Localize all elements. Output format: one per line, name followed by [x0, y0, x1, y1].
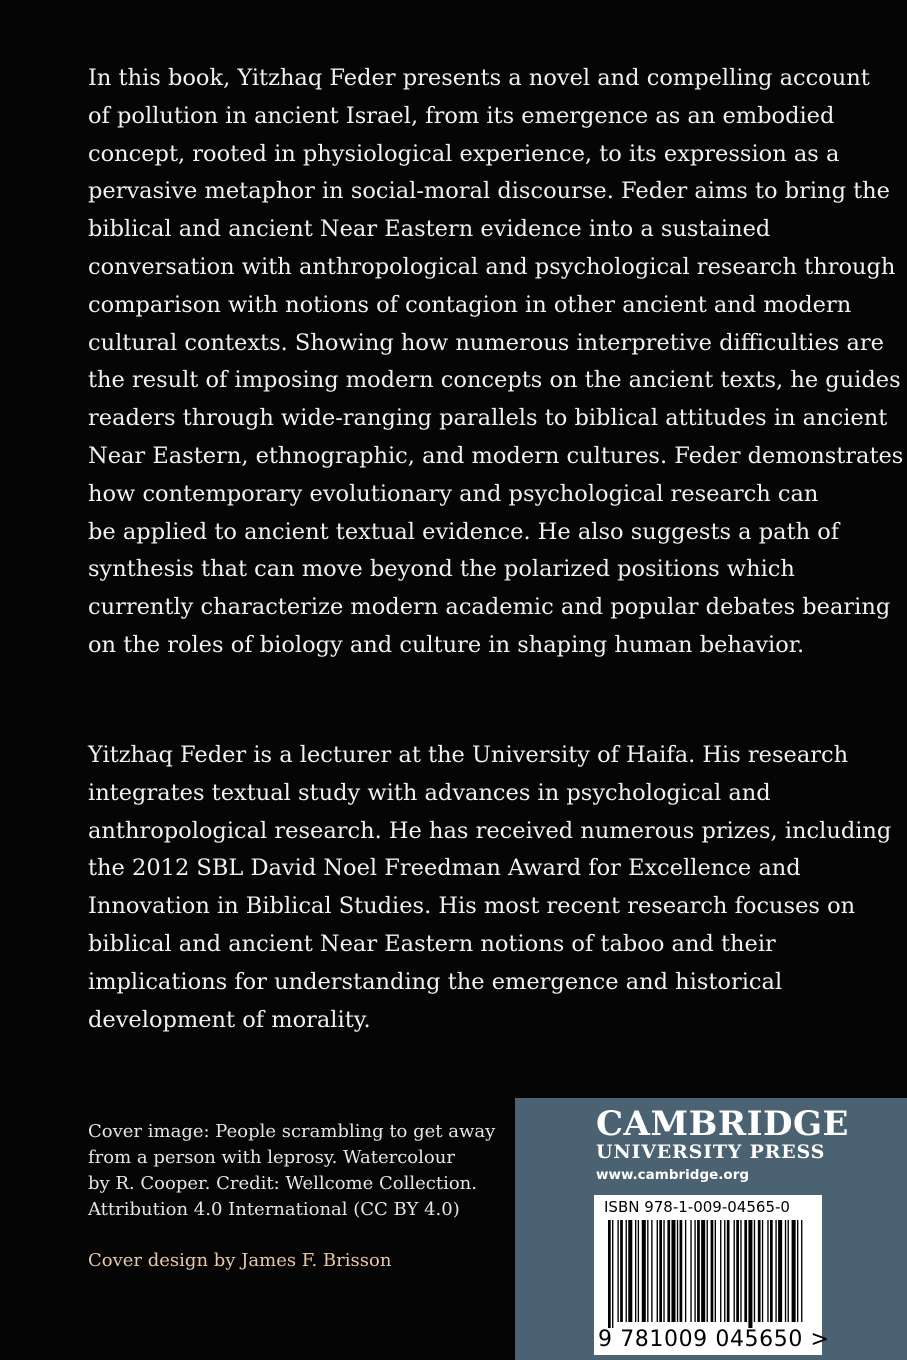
barcode-bar [612, 1220, 613, 1328]
barcode-bar [711, 1220, 714, 1322]
description-line: synthesis that can move beyond the polarized positions which [88, 556, 795, 583]
author-biography [88, 737, 892, 1039]
barcode-bar [663, 1220, 664, 1322]
bio-line: Innovation in Biblical Studies. His most recent research focuses on [88, 893, 856, 920]
description-line: currently characterize modern academic and popular debates bearing [88, 594, 891, 621]
barcode-bar [657, 1220, 658, 1322]
publisher-panel [515, 1098, 907, 1360]
description-line: concept, rooted in physiological experience, to its expression as a [88, 140, 840, 167]
publisher-name: CAMBRIDGE [596, 1104, 849, 1144]
bio-line: development of morality. [88, 1006, 371, 1033]
barcode-box [594, 1195, 830, 1355]
barcode-bar [758, 1220, 761, 1322]
bio-line: implications for understanding the emergence and historical [88, 968, 783, 995]
barcode-icon [606, 1220, 806, 1328]
barcode-bar [707, 1220, 708, 1322]
description-line: readers through wide-ranging parallels to biblical attitudes in ancient [88, 405, 888, 432]
cover-design-credit: Cover design by James F. Brisson [88, 1250, 392, 1271]
barcode-bar [775, 1220, 776, 1322]
barcode-bar [635, 1220, 636, 1322]
barcode-bar [651, 1220, 652, 1322]
book-description [88, 60, 904, 665]
barcode-bar [690, 1220, 691, 1322]
cover-credit-line: Attribution 4.0 International (CC BY 4.0) [88, 1199, 460, 1220]
barcode-bar [677, 1220, 678, 1322]
barcode-bar [626, 1220, 627, 1322]
barcode-bar [647, 1220, 648, 1322]
bio-line: the 2012 SBL David Noel Freedman Award for Excellence and [88, 855, 801, 882]
barcode-bar [608, 1220, 611, 1328]
description-line: how contemporary evolutionary and psychological research can [88, 480, 819, 507]
barcode-bar [762, 1220, 763, 1322]
barcode-bar [792, 1220, 796, 1322]
barcode-bar [748, 1220, 752, 1328]
barcode-bar [694, 1220, 695, 1322]
barcode-bar [788, 1220, 789, 1322]
description-line: In this book, Yitzhaq Feder presents a novel and compelling account [88, 65, 870, 91]
barcode-bar [734, 1220, 735, 1322]
bio-line: anthropological research. He has received numerous prizes, including [88, 817, 892, 844]
publisher-url: www.cambridge.org [596, 1167, 750, 1183]
barcode-bar [628, 1220, 632, 1322]
bio-line: Yitzhaq Feder is a lecturer at the University of Haifa. His research [88, 742, 849, 768]
barcode-number: 9 781009 045650 > [598, 1327, 830, 1352]
cover-image-credit [88, 1119, 518, 1223]
barcode-bar [620, 1220, 623, 1322]
description-line: conversation with anthropological and psychological research through [88, 253, 896, 280]
barcode-bar [715, 1220, 716, 1322]
barcode-bar [744, 1220, 747, 1322]
barcode-bar [659, 1220, 662, 1322]
barcode-bar [754, 1220, 755, 1322]
isbn-label: ISBN 978-1-009-04565-0 [604, 1198, 790, 1216]
description-line: Near Eastern, ethnographic, and modern cultures. Feder demonstrates [88, 442, 904, 469]
barcode-bar [671, 1220, 675, 1322]
barcode-bar [736, 1220, 739, 1322]
barcode-bar [697, 1220, 700, 1322]
barcode-bar [642, 1220, 646, 1322]
barcode-bar [727, 1220, 730, 1322]
barcode-bar [720, 1220, 721, 1322]
barcode-bar [778, 1220, 782, 1322]
barcode-bar [638, 1220, 639, 1322]
cover-credit-line: by R. Cooper. Credit: Wellcome Collection. [88, 1173, 477, 1194]
barcode-bar [701, 1220, 705, 1322]
barcode-bar [685, 1220, 686, 1322]
bio-line: integrates textual study with advances in psychological and [88, 779, 771, 806]
barcode-bar [667, 1220, 670, 1322]
barcode-bar [770, 1220, 773, 1322]
barcode-bar [797, 1220, 798, 1322]
barcode-bar [767, 1220, 768, 1322]
description-line: of pollution in ancient Israel, from its emergence as an embodied [88, 102, 835, 129]
barcode-bar [617, 1220, 618, 1322]
barcode-bar [785, 1220, 786, 1322]
description-line: pervasive metaphor in social-moral discourse. Feder aims to bring the [88, 178, 890, 205]
description-line: biblical and ancient Near Eastern evidence into a sustained [88, 216, 771, 243]
cover-credit-line: Cover image: People scrambling to get away [88, 1121, 496, 1142]
barcode-bar [724, 1220, 725, 1322]
cover-credit-line: from a person with leprosy. Watercolour [88, 1147, 455, 1168]
publisher-subname: UNIVERSITY PRESS [596, 1141, 826, 1163]
description-line: the result of imposing modern concepts on the ancient texts, he guides [88, 367, 901, 394]
description-line: comparison with notions of contagion in other ancient and modern [88, 291, 852, 318]
bio-line: biblical and ancient Near Eastern notions of taboo and their [88, 930, 776, 957]
description-line: be applied to ancient textual evidence. He also suggests a path of [88, 518, 840, 545]
barcode-bar [740, 1220, 741, 1322]
barcode-bar [680, 1220, 683, 1322]
barcode-bar [801, 1220, 802, 1322]
description-line: cultural contexts. Showing how numerous interpretive difficulties are [88, 329, 884, 356]
description-line: on the roles of biology and culture in shaping human behavior. [88, 631, 805, 658]
